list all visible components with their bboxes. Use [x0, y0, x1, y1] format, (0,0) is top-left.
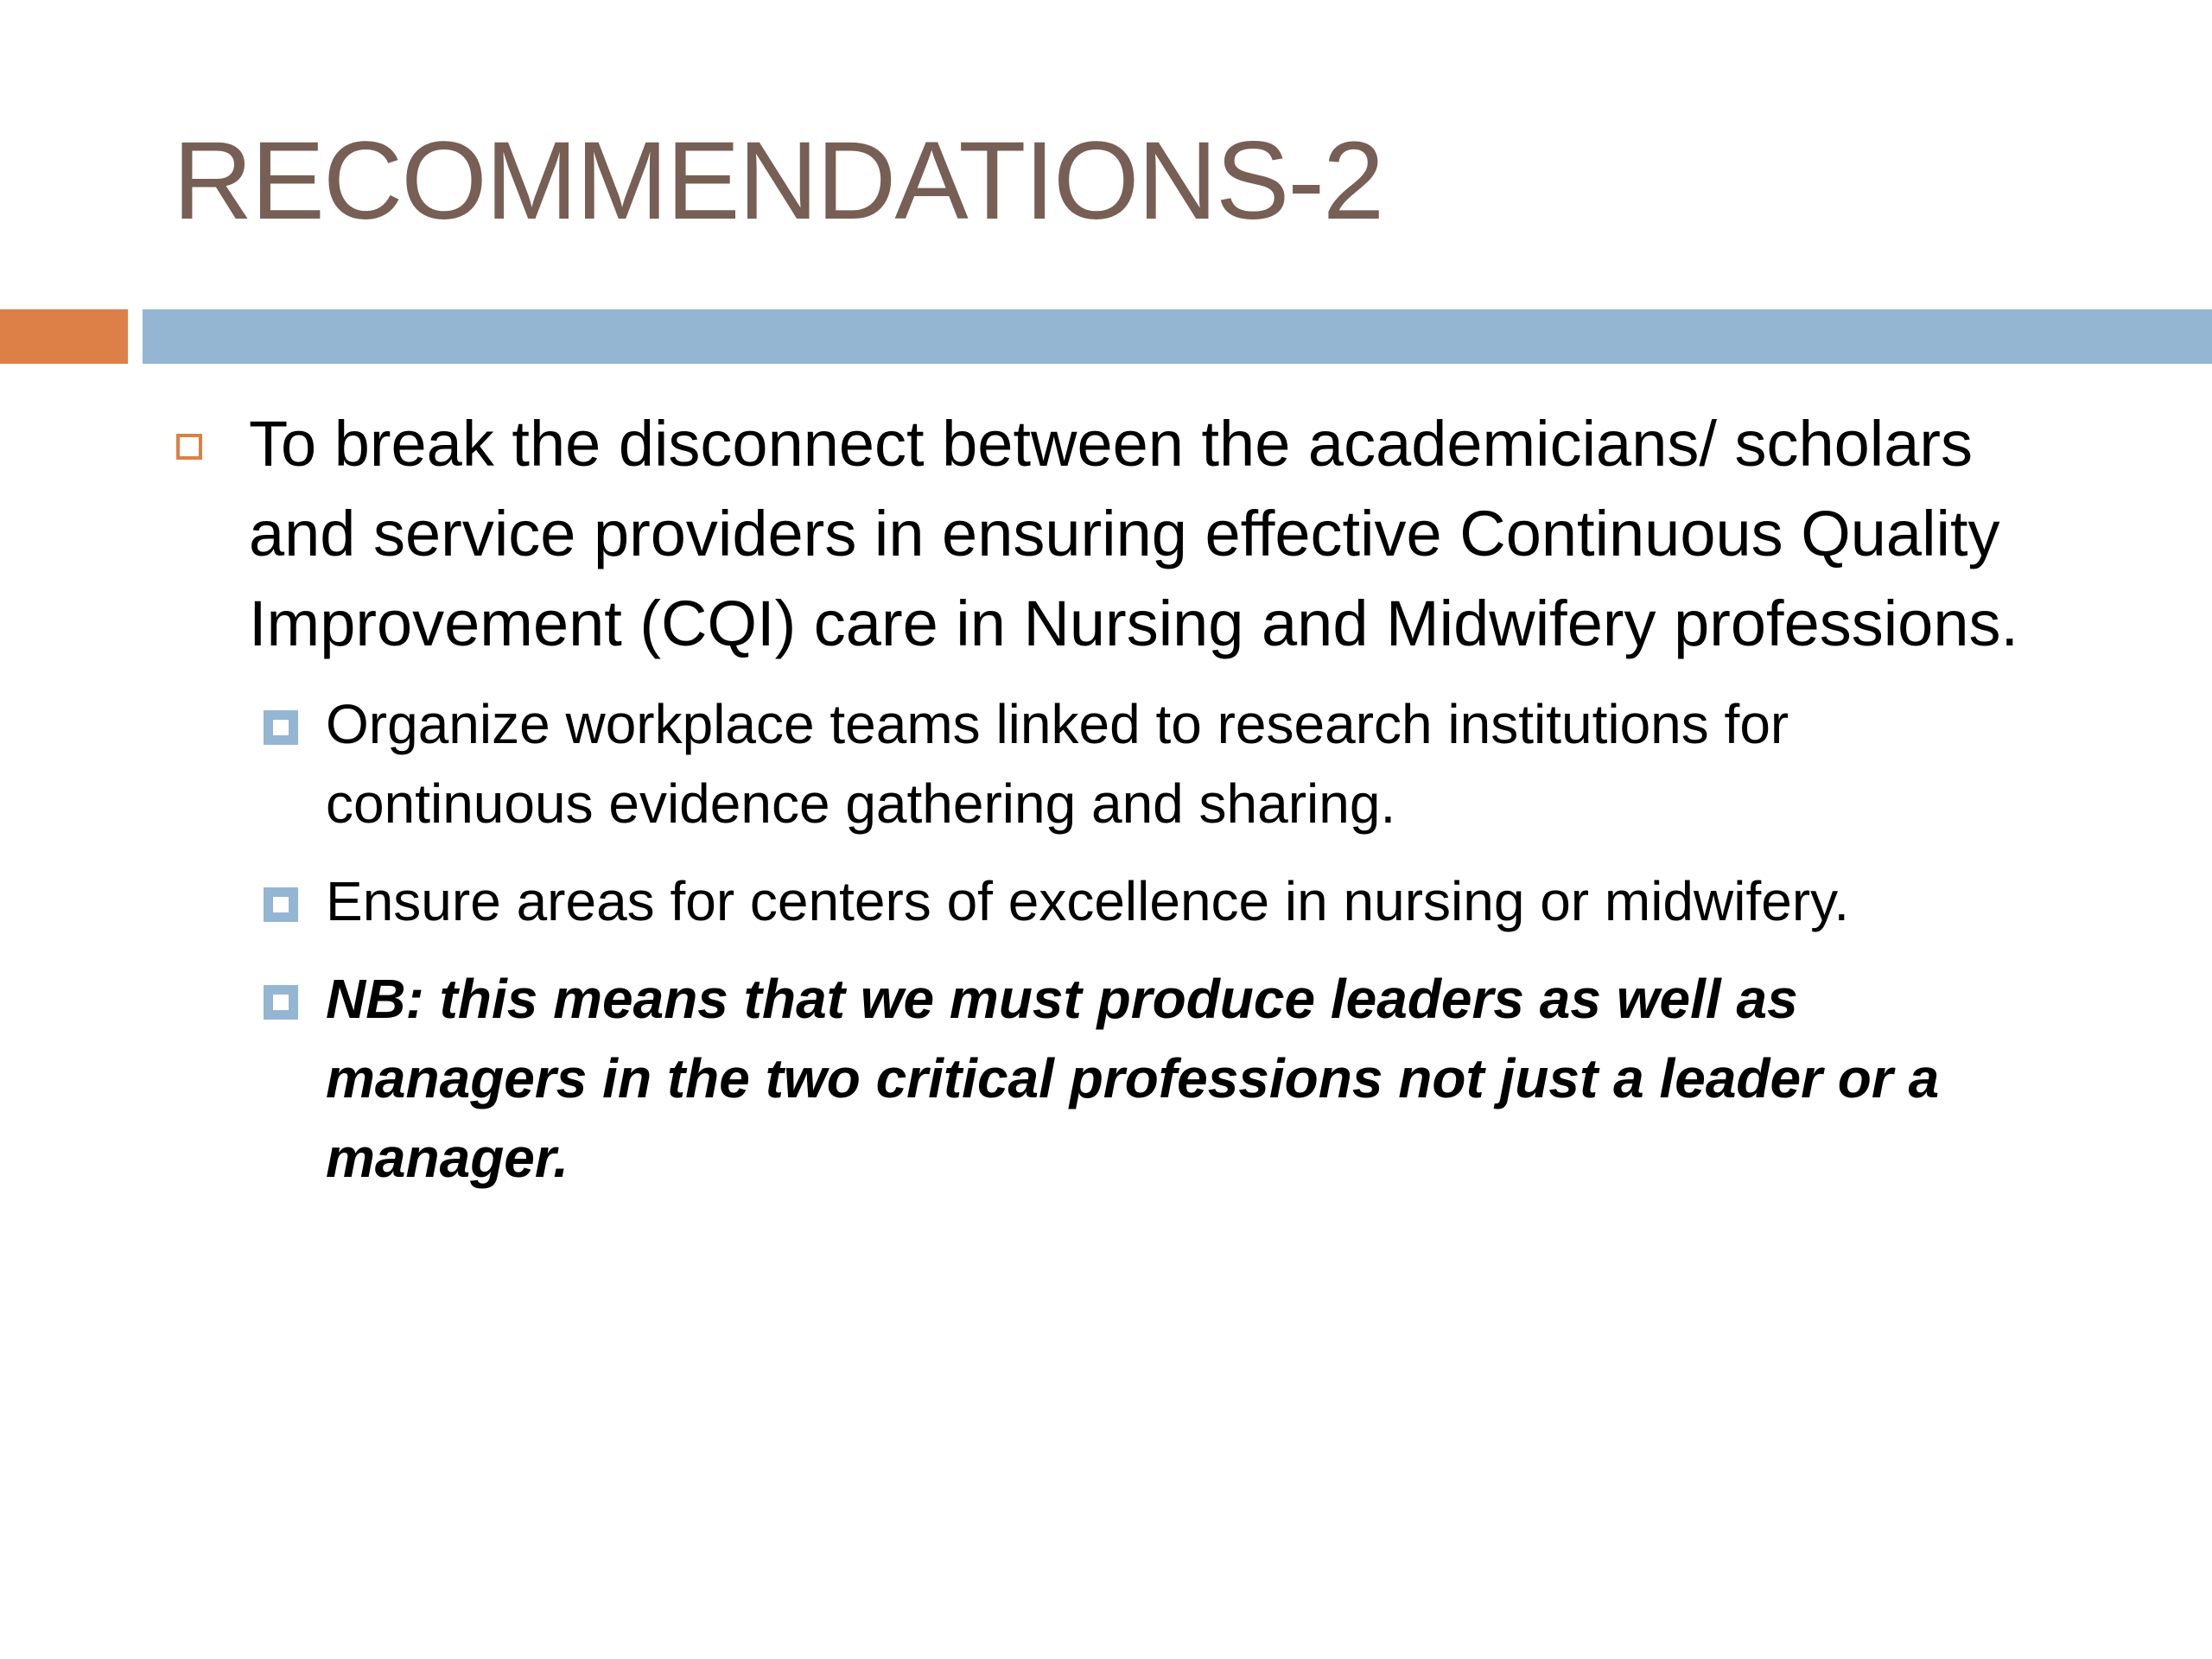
sub-bullet-point: [264, 684, 2056, 843]
square-bullet-icon: [264, 985, 298, 1020]
sub-bullet-text: Ensure areas for centers of excellence in nursing or midwifery.: [326, 870, 1850, 932]
sub-bullet-point-emphasis: [264, 959, 2056, 1198]
slide-title: RECOMMENDATIONS-2: [173, 119, 1383, 243]
sub-bullet-point: [264, 861, 2056, 941]
sub-bullet-text: NB: this means that we must produce leaders as well as managers in the two critical professions not just a leader or a manager.: [326, 968, 1940, 1189]
sub-bullet-text: Organize workplace teams linked to research institutions for continuous evidence gathering and sharing.: [326, 693, 1789, 835]
hollow-square-bullet-icon: [176, 434, 202, 460]
square-bullet-icon: [264, 710, 298, 745]
accent-bar: [0, 309, 128, 364]
main-bullet-text: To break the disconnect between the academicians/ scholars and service providers in ensuring effective Continuous Quality Improvement (CQI) care in Nursing and Midwifery professions.: [249, 408, 2019, 659]
title-rule-bar: [143, 309, 2212, 364]
slide-body: [173, 399, 2056, 1216]
main-bullet-point: [173, 399, 2056, 669]
square-bullet-icon: [264, 887, 298, 922]
sub-bullet-list: [173, 684, 2056, 1198]
